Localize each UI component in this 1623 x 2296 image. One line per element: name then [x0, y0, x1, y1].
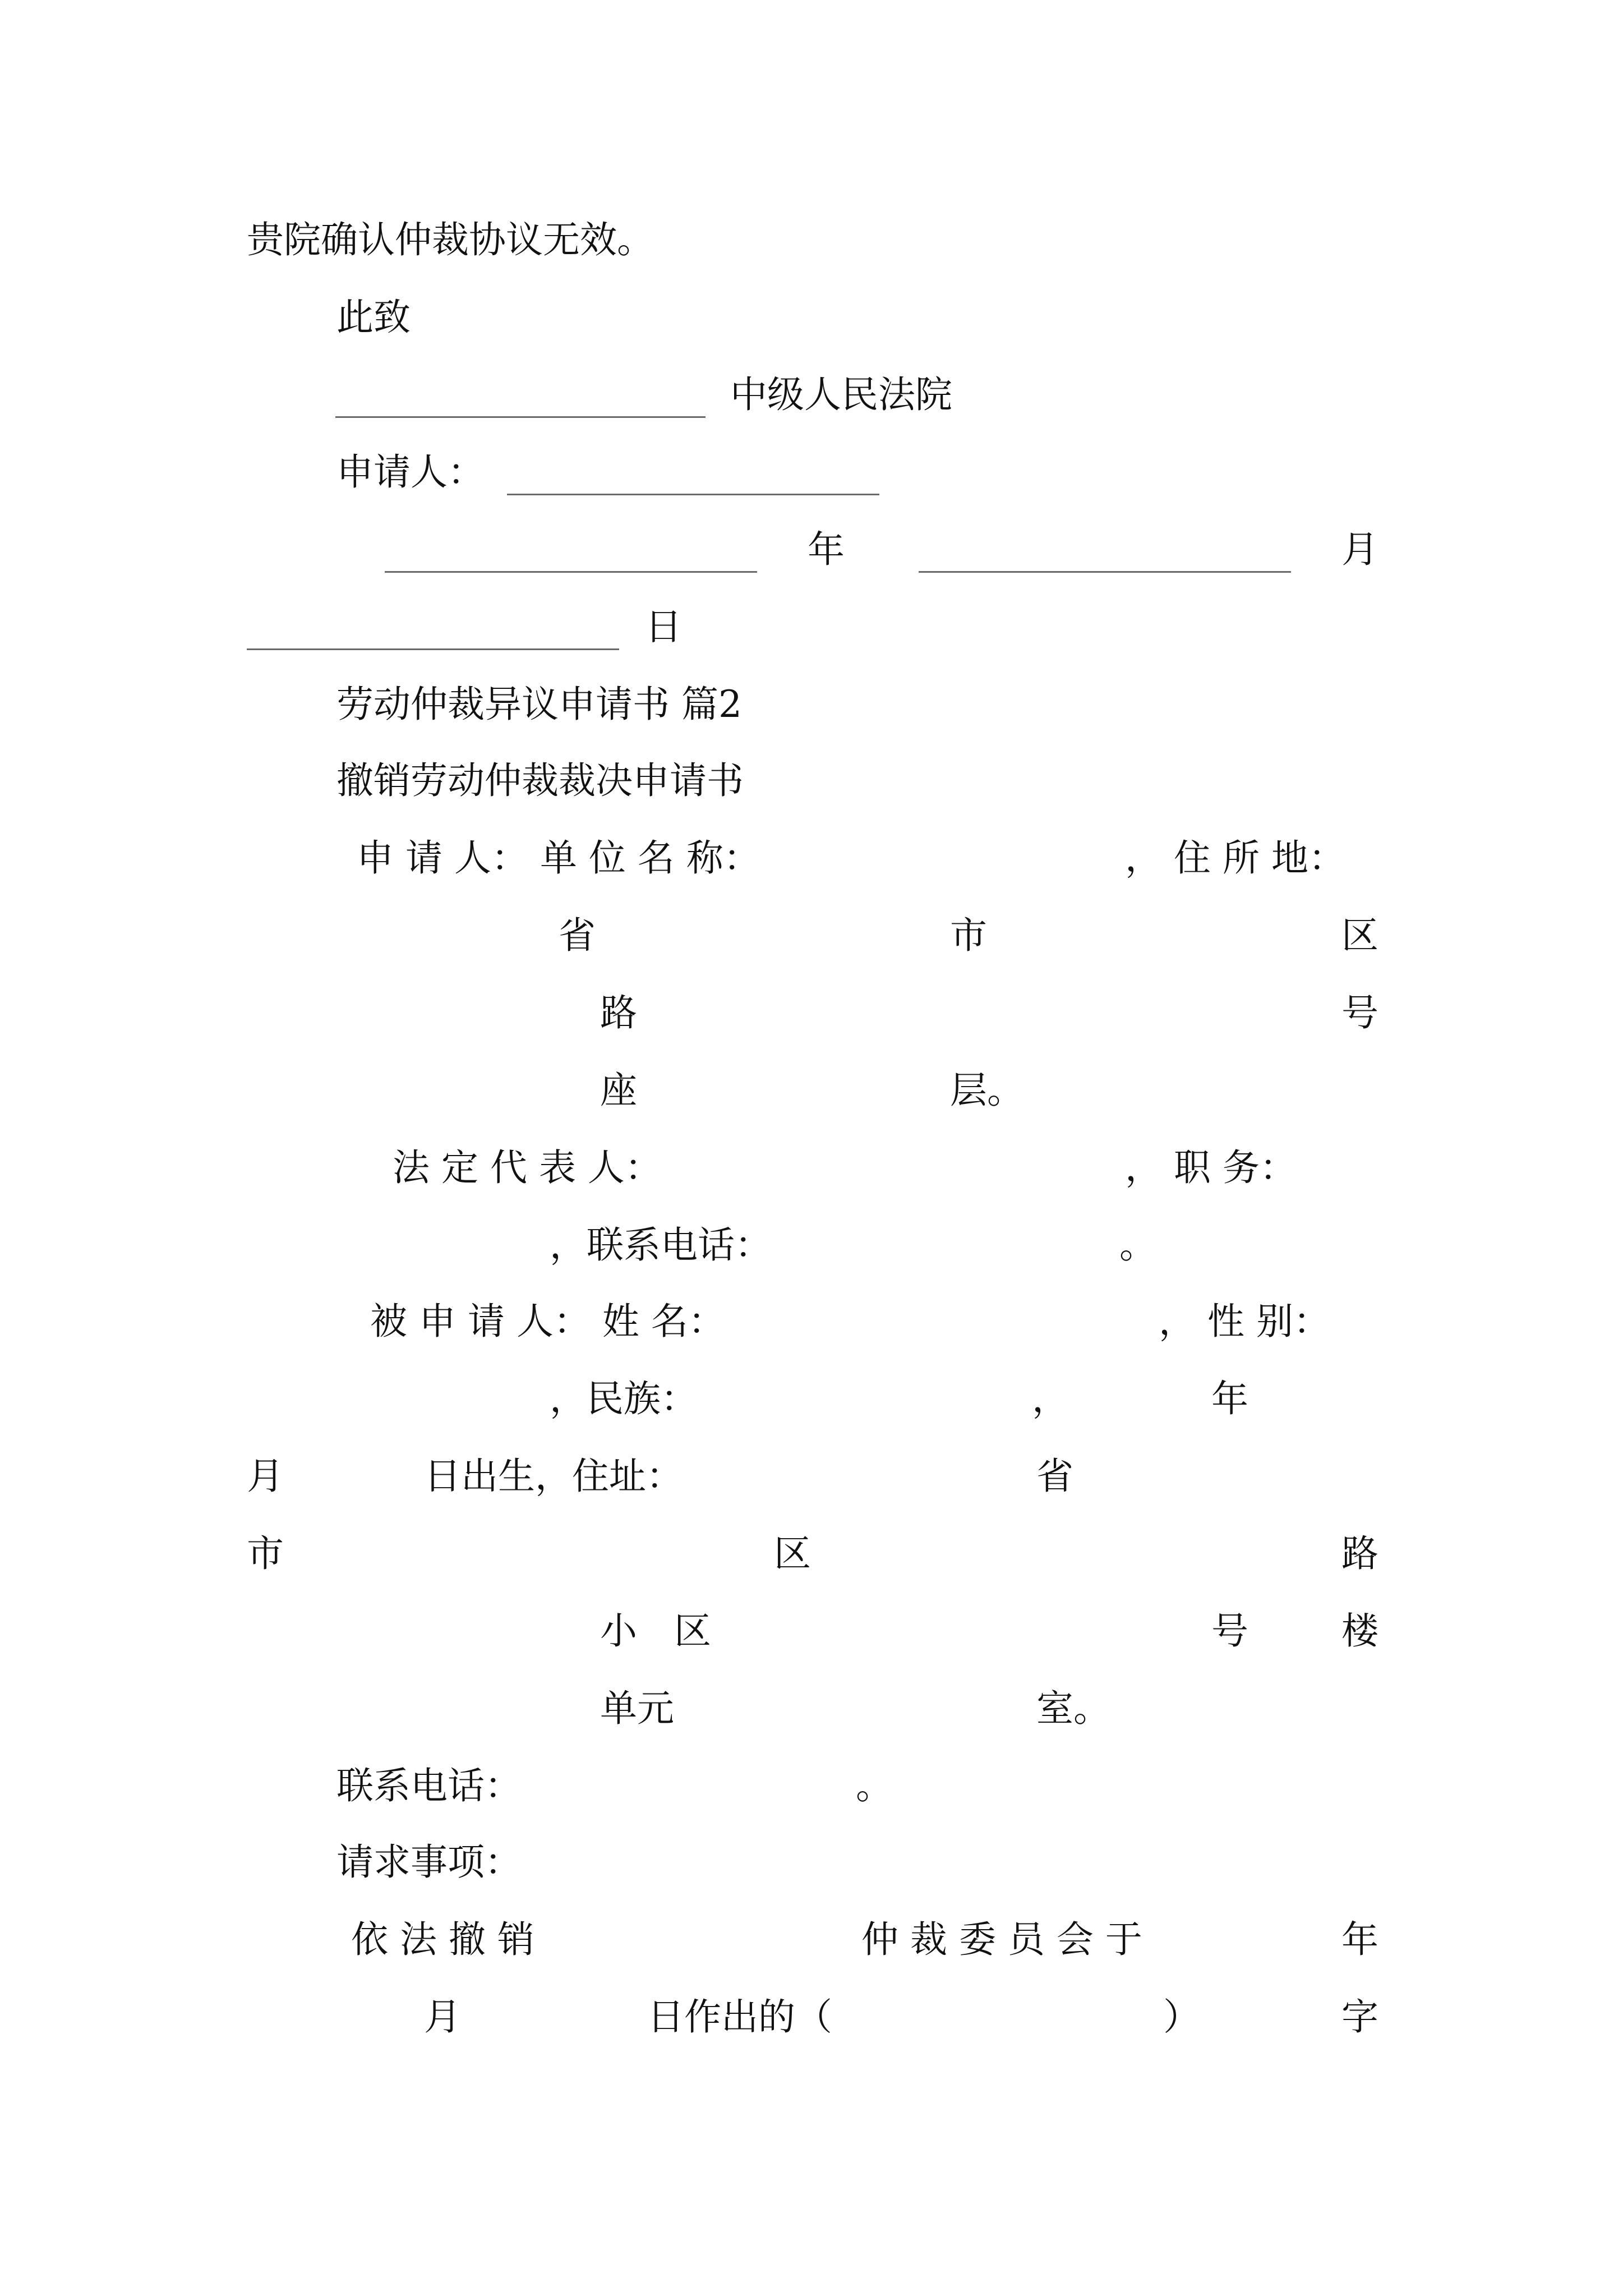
label-address-city: 市 [247, 1532, 284, 1575]
text-conclusion: 贵院确认仲裁协议无效。 [247, 218, 654, 261]
text-arbitration-committee: 仲 裁 委 员 会 于 [861, 1918, 1142, 1961]
label-contact-phone: ，联系电话： [550, 1223, 772, 1267]
text-court: 中级人民法院 [730, 373, 952, 416]
blank-applicant[interactable] [507, 494, 879, 495]
blank-month[interactable] [919, 571, 1291, 573]
label-community: 小 区 [600, 1609, 711, 1653]
label-award-char: 字 [1341, 1995, 1378, 2039]
label-residence: ， 住 所 地： [1125, 836, 1345, 880]
label-legal-representative: 法 定 代 表 人： [393, 1146, 662, 1189]
label-room: 室。 [1036, 1687, 1110, 1730]
label-building: 楼 [1341, 1609, 1378, 1653]
label-day: 日 [645, 605, 682, 648]
label-birth-month: 月 [247, 1455, 284, 1498]
label-address-province: 省 [1036, 1455, 1073, 1498]
label-district: 区 [1341, 914, 1378, 957]
blank-day[interactable] [247, 648, 619, 650]
label-applicant-unit: 申 请 人： 单 位 名 称： [357, 836, 760, 880]
label-month: 月 [1341, 528, 1378, 571]
blank-year[interactable] [385, 571, 757, 573]
label-respondent-name: 被 申 请 人： 姓 名： [370, 1300, 725, 1343]
label-building-number: 号 [1211, 1609, 1248, 1653]
label-respondent-phone: 联系电话： [336, 1764, 522, 1807]
label-position: ， 职 务： [1125, 1146, 1297, 1189]
label-year: 年 [808, 528, 845, 571]
text-close-paren: ） [1163, 1995, 1200, 2039]
label-birth-address: 日出生，住址： [424, 1455, 683, 1498]
label-applicant: 申请人： [336, 450, 485, 494]
text-salutation: 此致 [336, 296, 411, 339]
label-ethnicity: ，民族： [550, 1377, 698, 1420]
label-award-month: 月 [424, 1995, 461, 2039]
label-road: 路 [600, 991, 637, 1034]
document-title: 撤销劳动仲裁裁决申请书 [336, 759, 744, 802]
label-number: 号 [1341, 991, 1378, 1034]
label-gender: ， 性 别： [1159, 1300, 1330, 1343]
label-address-road: 路 [1341, 1532, 1378, 1575]
text-period: 。 [1119, 1223, 1156, 1267]
label-unit: 单元 [600, 1687, 674, 1730]
blank-court-name[interactable] [335, 416, 706, 418]
section-heading: 劳动仲裁异议申请书 篇2 [336, 683, 742, 726]
label-award-year: 年 [1341, 1918, 1378, 1961]
label-address-district: 区 [774, 1532, 811, 1575]
text-period-2: 。 [856, 1764, 893, 1807]
label-province: 省 [559, 914, 596, 957]
text-award-made: 日作出的（ [647, 1995, 832, 2039]
label-city: 市 [950, 914, 987, 957]
label-claims: 请求事项： [336, 1841, 522, 1884]
label-floor: 层。 [950, 1069, 1024, 1112]
text-comma: ， [1032, 1377, 1069, 1420]
label-seat: 座 [600, 1069, 637, 1112]
label-birth-year: 年 [1211, 1377, 1248, 1420]
text-revoke: 依 法 撤 销 [351, 1918, 534, 1961]
